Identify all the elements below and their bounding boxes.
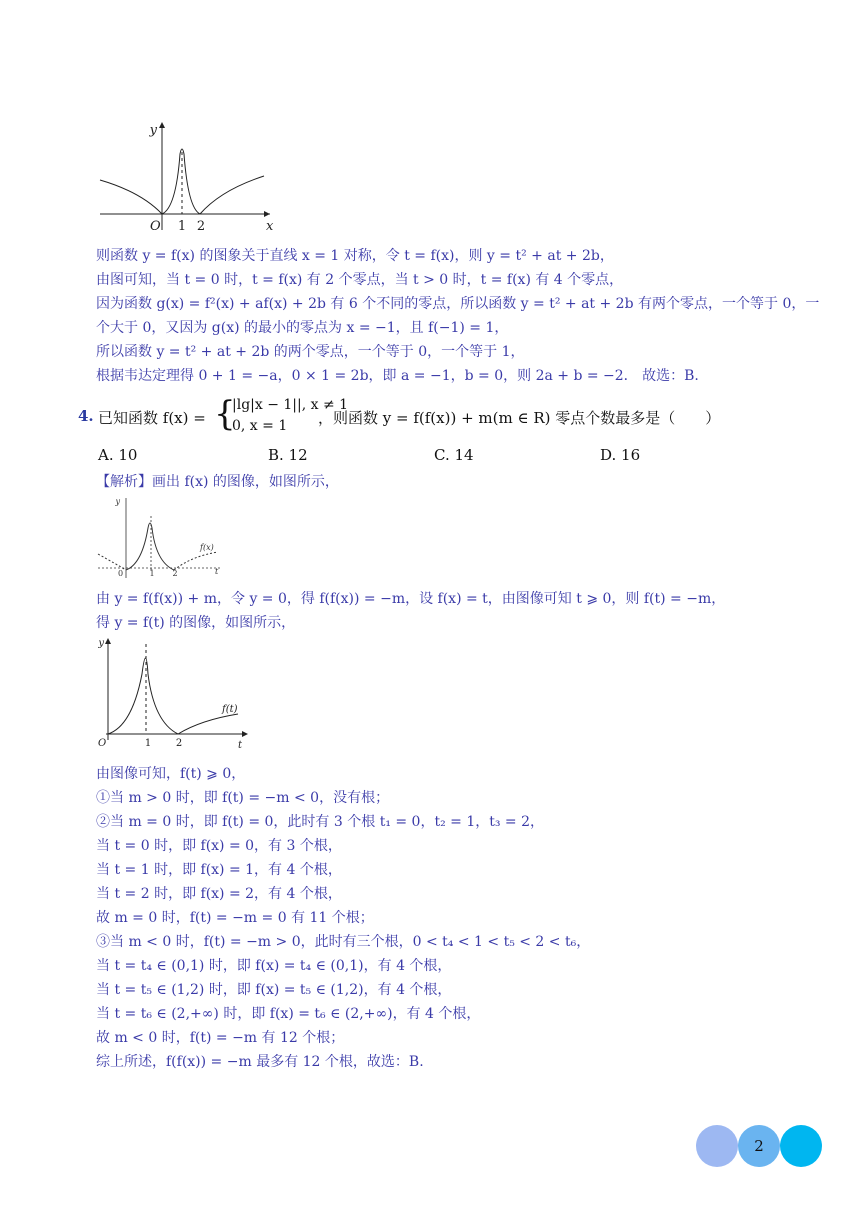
final-line-10: 当 t = t₅ ∈ (1,2) 时，即 f(x) = t₅ ∈ (1,2)，有 4 个根， (96, 982, 452, 998)
final-line-7: 故 m = 0 时，f(t) = −m = 0 有 11 个根； (96, 910, 374, 926)
solution3-line-6: 根据韦达定理得 0 + 1 = −a，0 × 1 = 2b，即 a = −1，b = 0，则 2a + b = −2． 故选：B. (96, 368, 699, 384)
final-line-9: 当 t = t₄ ∈ (0,1) 时，即 f(x) = t₄ ∈ (0,1)，有 4 个根， (96, 958, 452, 974)
page-circle-left (696, 1125, 738, 1167)
graph1-x-label: x (266, 219, 274, 234)
option-a[interactable]: A. 10 (98, 446, 138, 464)
graph1-tick-2: 2 (196, 219, 206, 234)
graph3-y-label: y (98, 638, 104, 649)
graph-3 (96, 634, 256, 752)
final-line-12: 故 m < 0 时，f(t) = −m 有 12 个根； (96, 1030, 345, 1046)
option-d[interactable]: D. 16 (600, 446, 641, 464)
graph1-origin: O (150, 219, 161, 234)
solution3-line-2: 由图可知，当 t = 0 时，t = f(x) 有 2 个零点，当 t > 0 时，t = f(x) 有 4 个零点， (96, 272, 624, 288)
final-line-11: 当 t = t₆ ∈ (2,+∞) 时，即 f(x) = t₆ ∈ (2,+∞)，有 4 个根， (96, 1006, 481, 1022)
final-line-5: 当 t = 1 时，即 f(x) = 1，有 4 个根， (96, 862, 342, 878)
graph3-curve-label: f(t) (222, 704, 238, 715)
final-line-4: 当 t = 0 时，即 f(x) = 0，有 3 个根， (96, 838, 342, 854)
piecewise-brace: { (214, 394, 236, 434)
graph2-tick-1: 1 (149, 569, 155, 578)
solution3-line-3: 因为函数 g(x) = f²(x) + af(x) + 2b 有 6 个不同的零点，所以函数 y = t² + at + 2b 有两个零点，一个等于 0，一 (96, 296, 820, 312)
graph-1 (96, 118, 276, 236)
final-line-3: ②当 m = 0 时，即 f(t) = 0，此时有 3 个根 t₁ = 0，t₂ = 1，t₃ = 2， (96, 814, 545, 830)
final-line-2: ①当 m > 0 时，即 f(t) = −m < 0，没有根； (96, 790, 390, 806)
graph2-x-label: t (215, 567, 219, 576)
graph2-origin: 0 (118, 569, 124, 578)
question4-piece-1: |lg|x − 1||, x ≠ 1 (232, 397, 349, 413)
question4-stem-suffix: ，则函数 y = f(f(x)) + m(m ∈ R) 零点个数最多是（ ） (318, 409, 721, 427)
solution3-line-5: 所以函数 y = t² + at + 2b 的两个零点，一个等于 0，一个等于 1， (96, 344, 525, 360)
mid-line-2: 得 y = f(t) 的图像，如图所示， (96, 615, 296, 631)
final-line-6: 当 t = 2 时，即 f(x) = 2，有 4 个根， (96, 886, 342, 902)
graph3-tick-1: 1 (144, 738, 152, 749)
final-line-8: ③当 m < 0 时，f(t) = −m > 0，此时有三个根，0 < t₄ < 1 < t₅ < 2 < t₆， (96, 934, 591, 950)
final-line-1: 由图像可知，f(t) ⩾ 0， (96, 766, 246, 782)
solution3-line-1: 则函数 y = f(x) 的图象关于直线 x = 1 对称，令 t = f(x)，则 y = t² + at + 2b， (96, 248, 614, 264)
option-b[interactable]: B. 12 (268, 446, 308, 464)
question4-stem-prefix: 已知函数 f(x) = (98, 409, 206, 427)
mid-line-1: 由 y = f(f(x)) + m，令 y = 0，得 f(f(x)) = −m，设 f(x) = t，由图像可知 t ⩾ 0，则 f(t) = −m， (96, 591, 726, 607)
page-number: 2 (754, 1137, 764, 1155)
question4-piece-2: 0, x = 1 (232, 418, 288, 434)
question4-number: 4. (78, 407, 94, 425)
analysis-intro: 【解析】画出 f(x) 的图像，如图所示， (96, 474, 339, 490)
page-circle-right (780, 1125, 822, 1167)
graph-2 (96, 494, 226, 580)
graph1-tick-1: 1 (177, 219, 187, 234)
graph1-y-label: y (149, 123, 157, 138)
solution3-line-4: 个大于 0，又因为 g(x) 的最小的零点为 x = −1，且 f(−1) = 1， (96, 320, 509, 336)
graph2-curve-label: f(x) (200, 543, 214, 552)
graph3-x-label: t (238, 740, 243, 751)
final-line-13: 综上所述，f(f(x)) = −m 最多有 12 个根，故选：B. (96, 1054, 424, 1070)
option-c[interactable]: C. 14 (434, 446, 474, 464)
graph2-tick-2: 2 (172, 569, 178, 578)
graph2-y-label: y (115, 497, 120, 506)
graph3-origin: O (98, 738, 107, 749)
graph3-tick-2: 2 (175, 738, 183, 749)
